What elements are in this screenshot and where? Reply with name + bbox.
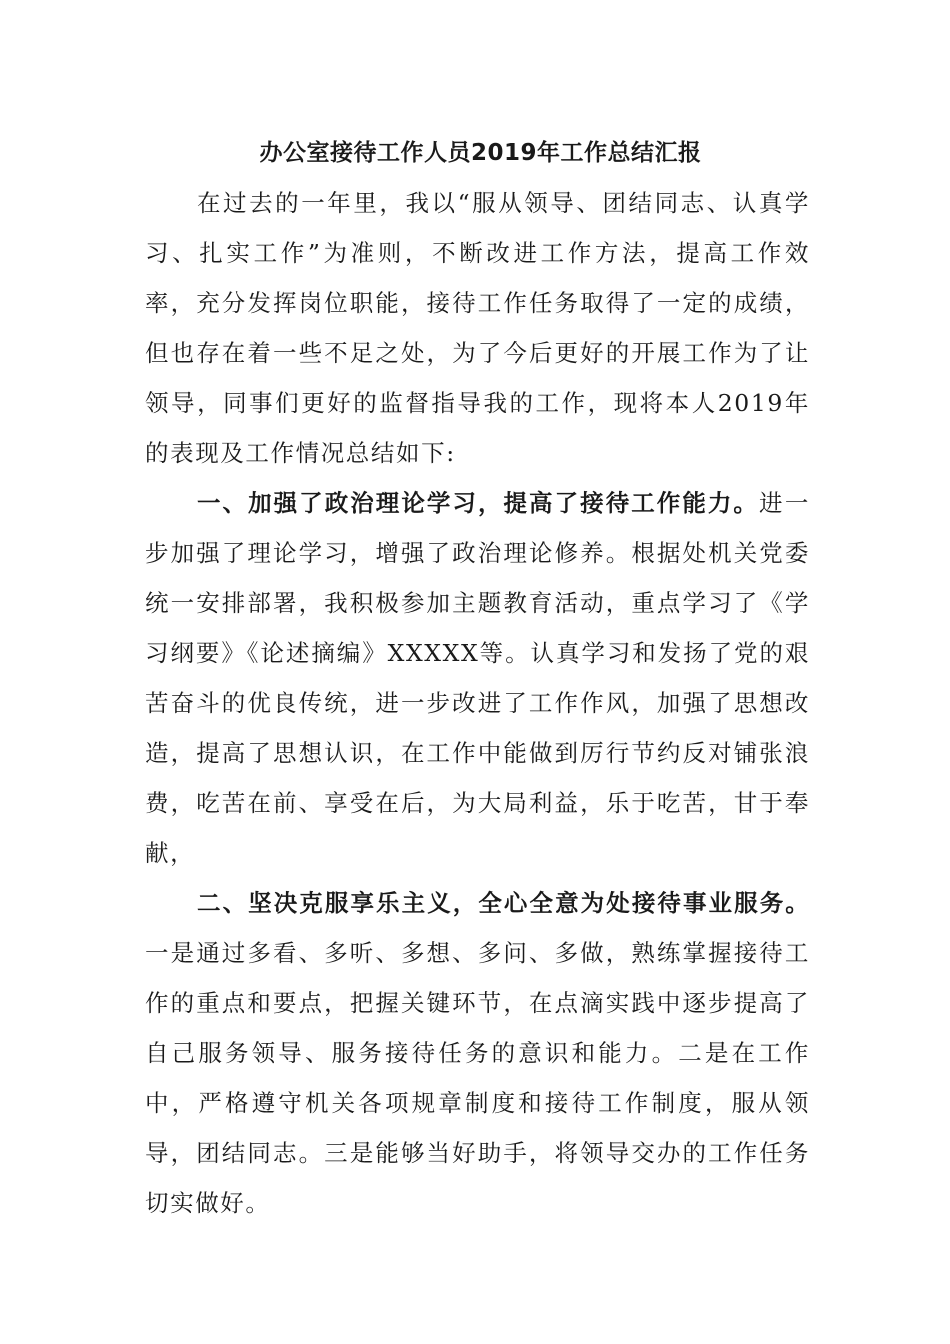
section-body-1: 进一步加强了理论学习，增强了政治理论修养。根据处机关党委统一安排部署，我积极参加主题教育活动，重点学习了《学习纲要》《论述摘编》XXXXX等。认真学习和发扬了党的艰苦奋斗的优良传统，进一步改进了工作作风，加强了思想改造，提高了思想认识，在工作中能做到厉行节约反对铺张浪费，吃苦在前、享受在后，为大局利益，乐于吃苦，甘于奉献， — [145, 489, 810, 867]
intro-paragraph: 在过去的一年里，我以“服从领导、团结同志、认真学习、扎实工作”为准则，不断改进工作方法，提高工作效率，充分发挥岗位职能，接待工作任务取得了一定的成绩，但也存在着一些不足之处，为了今后更好的开展工作为了让领导，同事们更好的监督指导我的工作，现将本人2019年的表现及工作情况总结如下: — [145, 189, 810, 467]
section-body-2: 一是通过多看、多听、多想、多问、多做，熟练掌握接待工作的重点和要点，把握关键环节，在点滴实践中逐步提高了自己服务领导、服务接待任务的意识和能力。二是在工作中，严格遵守机关各项规章制度和接待工作制度，服从领导，团结同志。三是能够当好助手，将领导交办的工作任务切实做好。 — [145, 939, 810, 1217]
section-heading-1: 一、加强了政治理论学习，提高了接待工作能力。 — [197, 489, 759, 517]
section-paragraph-2 — [145, 878, 810, 1228]
document-body — [145, 128, 810, 1228]
section-paragraph-1 — [145, 478, 810, 878]
document-title: 办公室接待工作人员2019年工作总结汇报 — [259, 140, 702, 166]
section-heading-2: 二、坚决克服享乐主义，全心全意为处接待事业服务。 — [197, 889, 810, 917]
